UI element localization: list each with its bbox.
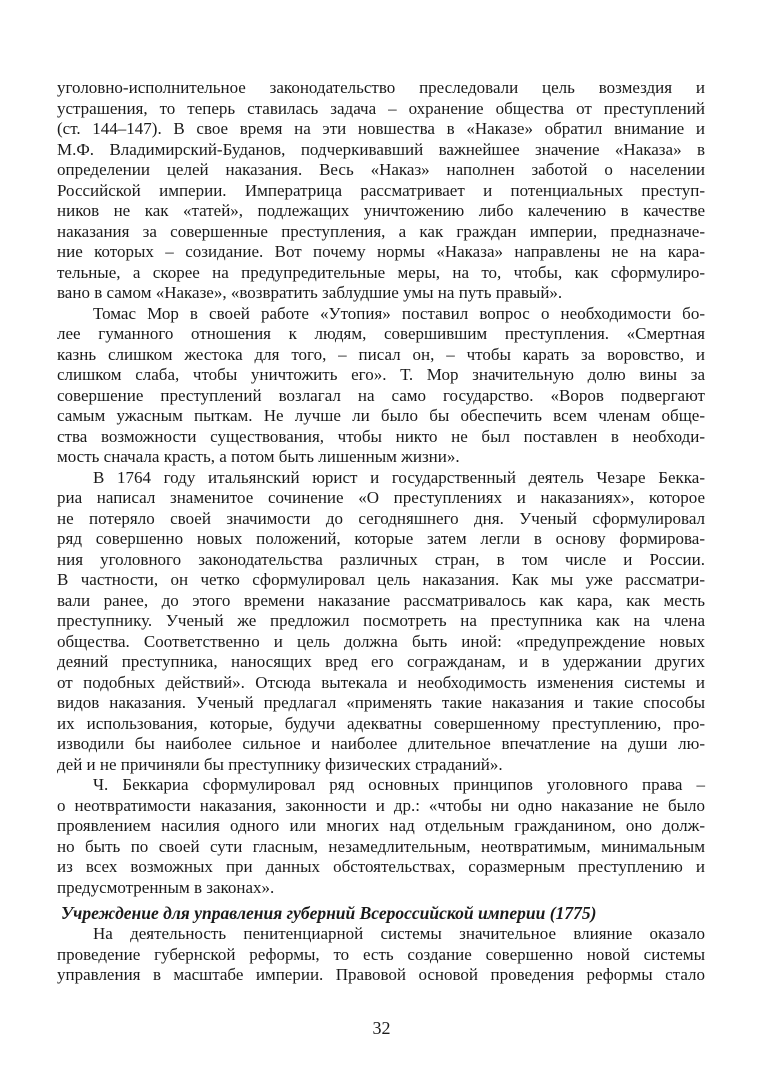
text-line: но быть по своей сути гласным, незамедлительным, неотвратимым, минимальным [57, 836, 705, 856]
text-line: слишком слаба, чтобы уничтожить его». Т. Мор значительную долю вины за [57, 365, 705, 384]
text-line: определении целей наказания. Весь «Наказ» наполнен заботой о населении [57, 160, 705, 179]
text-line: В частности, он четко сформулировал цель наказания. Как мы уже рассматри- [57, 570, 705, 589]
text-line: предусмотренным в законах». [57, 877, 275, 897]
text-line: видов наказания. Ученый предлагал «применять такие наказания и такие способы [57, 693, 705, 712]
text-line: Томас Мор в своей работе «Утопия» поставил вопрос о необходимости бо- [93, 303, 705, 323]
text-line: уголовно-исполнительное законодательство преследовали цель возмездия и [57, 78, 705, 97]
text-line: изводили бы наиболее сильное и наиболее длительное впечатление на души лю- [57, 734, 705, 753]
text-line: риа написал знаменитое сочинение «О преступлениях и наказаниях», которое [57, 488, 705, 507]
text-line: ряд совершенно новых положений, которые затем легли в основу формирова- [57, 529, 705, 548]
text-line: вали ранее, до этого времени наказание рассматривалось как кара, как месть [57, 590, 705, 610]
text-line: дей и не причиняли бы преступнику физических страданий». [57, 754, 503, 774]
text-line: М.Ф. Владимирский-Буданов, подчеркивавший важнейшее значение «Наказа» в [57, 139, 705, 159]
text-line: общества. Соответственно и цель должна быть иной: «предупреждение новых [57, 631, 705, 651]
text-line: ства возможности существования, чтобы никто не был поставлен в необходи- [57, 426, 705, 446]
text-line: не потеряло своей значимости до сегодняшнего дня. Ученый сформулировал [57, 508, 705, 528]
text-line: (ст. 144–147). В свое время на эти новшества в «Наказе» обратил внимание и [57, 119, 705, 138]
text-line: наказания за совершенные преступления, а как граждан империи, предназначе- [57, 221, 705, 241]
text-line: Ч. Беккариа сформулировал ряд основных принципов уголовного права – [93, 775, 705, 794]
text-line: о неотвратимости наказания, законности и др.: «чтобы ни одно наказание не было [57, 795, 705, 815]
text-line: проявлением насилия одного или многих над отдельным гражданином, оно долж- [57, 816, 705, 835]
text-line: из всех возможных при данных обстоятельствах, соразмерным преступлению и [57, 857, 705, 876]
text-line: В 1764 году итальянский юрист и государственный деятель Чезаре Бекка- [93, 467, 705, 487]
text-line: тельные, а скорее на предупредительные меры, на то, чтобы, как сформулиро- [57, 262, 705, 282]
paragraph [57, 924, 705, 986]
text-line: ние которых – созидание. Вот почему нормы «Наказа» направлены не на кара- [57, 242, 705, 261]
paragraph [57, 304, 705, 468]
text-line: самым ужасным пыткам. Не лучше ли было бы обеспечить всем членам обще- [57, 406, 705, 425]
text-line: управления в масштабе империи. Правовой основой проведения реформы стало [57, 965, 705, 984]
text-line: совершение преступлений возлагал на само государство. «Воров подвергают [57, 385, 705, 405]
text-line: казнь слишком жестока для того, – писал он, – чтобы карать за воровство, и [57, 344, 705, 364]
page-body [57, 78, 705, 986]
text-line: преступнику. Ученый же предложил посмотреть на преступника как на члена [57, 611, 705, 630]
text-line: проведение губернской реформы, то есть создание совершенно новой системы [57, 944, 705, 964]
text-line: вано в самом «Наказе», «возвратить заблудшие умы на путь правый». [57, 283, 563, 302]
text-line: их использования, которые, будучи адекватны совершенному преступлению, про- [57, 713, 705, 733]
page-number: 32 [372, 1018, 391, 1038]
text-line: устрашения, то теперь ставилась задача – охранение общества от преступлений [57, 98, 705, 118]
section-heading: Учреждение для управления губерний Всероссийской империи (1775) [61, 903, 597, 923]
text-line: На деятельность пенитенциарной системы значительное влияние оказало [93, 924, 705, 943]
paragraph [57, 468, 705, 776]
text-line: мость сначала красть, а потом быть лишенным жизни». [57, 447, 460, 466]
paragraph [57, 78, 705, 304]
text-line: деяний преступника, наносящих вред его согражданам, и в удержании других [57, 652, 705, 671]
text-line: лее гуманного отношения к людям, совершившим преступления. «Смертная [57, 324, 705, 343]
text-line: от подобных действий». Отсюда вытекала и необходимость изменения системы и [57, 672, 705, 692]
text-line: Российской империи. Императрица рассматривает и потенциальных преступ- [57, 180, 705, 200]
text-line: ния уголовного законодательства различных стран, в том числе и России. [57, 549, 705, 569]
paragraph [57, 775, 705, 898]
text-line: ников не как «татей», подлежащих уничтожению либо калечению в качестве [57, 201, 705, 220]
